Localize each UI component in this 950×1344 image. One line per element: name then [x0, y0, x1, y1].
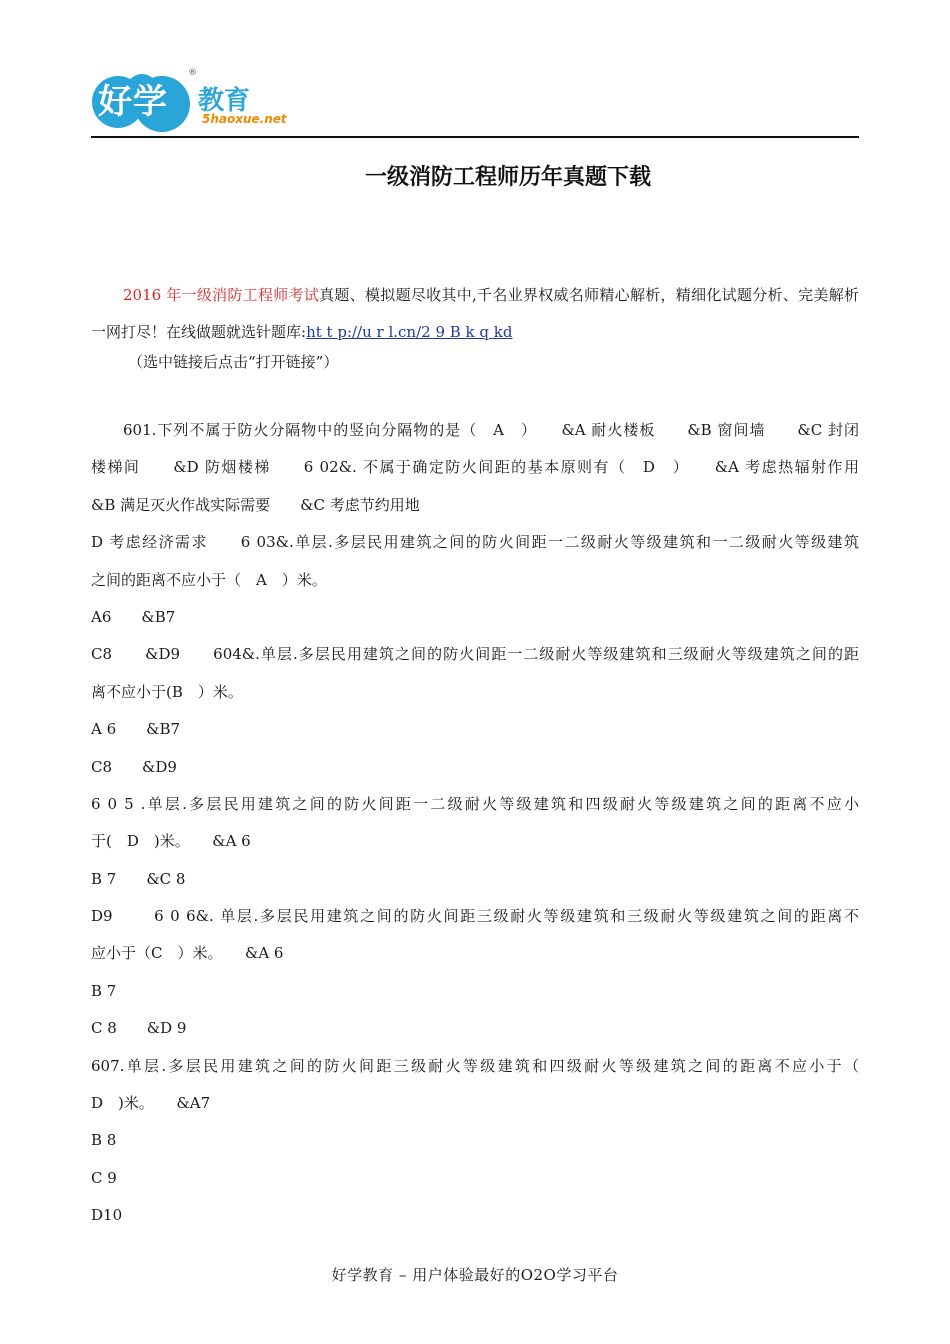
question-line: 于( D )米。 &A 6: [91, 832, 251, 851]
question-line: 离不应小于(B ）米。: [91, 682, 243, 701]
question-line: 之间的距离不应小于（ A ）米。: [91, 570, 327, 589]
page-title: 一级消防工程师历年真题下载: [364, 164, 651, 190]
question-line: 楼梯间 &D 防烟楼梯 6 02&. 不属于确定防火间距的基本原则有（ D ） &A 考虑热辐射作用: [91, 458, 859, 477]
question-line: 应小于（C ）米。 &A 6: [91, 944, 284, 963]
question-line: 601.下列不属于防火分隔物中的竖向分隔物的是（ A ） &A 耐火楼板 &B 窗间墙 &C 封闭: [123, 421, 859, 439]
question-line: D )米。 &A7: [91, 1094, 211, 1113]
intro-paragraph: [91, 277, 859, 351]
question-line: D9 6 0 6&. 单层.多层民用建筑之间的防火间距三级耐火等级建筑和三级耐火等级建筑之间的距离不: [91, 907, 859, 926]
question-line: A6 &B7: [91, 607, 176, 626]
question-line: B 8: [91, 1131, 117, 1150]
question-line: C 8 &D 9: [91, 1019, 187, 1038]
question-line: 607.单层.多层民用建筑之间的防火间距三级耐火等级建筑和四级耐火等级建筑之间的距离不应小于（: [91, 1056, 859, 1075]
logo: [92, 66, 292, 136]
logo-registered-mark: ®: [188, 68, 197, 78]
logo-brand: 好学: [98, 82, 168, 122]
question-line: C8 &D9: [91, 757, 177, 776]
question-line: D 考虑经济需求 6 03&.单层.多层民用建筑之间的防火间距一二级耐火等级建筑和一二级耐火等级建筑: [91, 533, 859, 552]
intro-exam-link[interactable]: 一级消防工程师考试: [181, 286, 320, 304]
question-bank-link[interactable]: ht t p://u r l.cn/2 9 B k q kd: [306, 323, 513, 341]
header-rule: [91, 136, 859, 138]
intro-text: 真题、模拟题尽收其中,千名业界权威名师精心解析，精细化试题分析、完美解析一网打尽！在线做题就选针题库:: [91, 286, 859, 341]
logo-brand-2: 教育: [198, 86, 251, 116]
intro-year: 2016 年: [123, 286, 182, 304]
question-body: [91, 412, 859, 1235]
question-line: B 7 &C 8: [91, 869, 186, 888]
question-line: 6 0 5 .单层.多层民用建筑之间的防火间距一二级耐火等级建筑和四级耐火等级建筑之间的距离不应小: [91, 794, 859, 813]
question-line: D10: [91, 1206, 123, 1225]
question-line: &B 满足灭火作战实际需要 &C 考虑节约用地: [91, 495, 420, 514]
question-line: C8 &D9 604&.单层.多层民用建筑之间的防火间距一二级耐火等级建筑和三级耐火等级建筑之间的距: [91, 645, 859, 664]
intro-note: （选中链接后点击“打开链接”）: [128, 353, 339, 371]
logo-site: 5haoxue.net: [202, 112, 287, 126]
question-line: C 9: [91, 1168, 117, 1187]
question-line: B 7: [91, 981, 117, 1000]
page-footer: 好学教育 – 用户体验最好的O2O学习平台: [331, 1266, 619, 1284]
question-line: A 6 &B7: [91, 720, 181, 739]
